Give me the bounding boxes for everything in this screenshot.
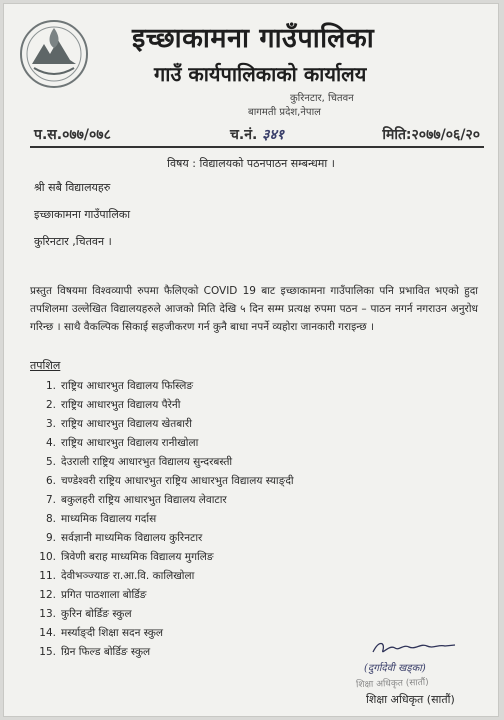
letter-date [382, 125, 480, 144]
list-item [32, 471, 294, 490]
list-item [32, 414, 294, 433]
list-item-number: 8. [45, 512, 56, 525]
letter-date-value: २०७७/०६/२० [411, 127, 480, 143]
office-subtitle: गाउँ कार्यपालिकाको कार्यालय [154, 62, 367, 86]
list-item [32, 623, 294, 642]
list-item-number: 4. [45, 436, 56, 449]
list-item [32, 433, 294, 452]
dispatch-number [230, 125, 284, 144]
reference-number-label: प.स. [34, 127, 63, 143]
list-item-school-name: देउराली राष्ट्रिय आधारभुत विद्यालय सुन्दरबस्ती [61, 455, 233, 468]
official-stamp: शिक्षा अधिकृत (सातौं) [355, 677, 429, 691]
office-province: बागमती प्रदेश,नेपाल [248, 107, 321, 118]
reference-bar [30, 124, 484, 148]
list-item-school-name: सर्वज्ञानी माध्यमिक विद्यालय कुरिनटार [61, 531, 203, 544]
list-item [32, 547, 294, 566]
list-item-school-name: राष्ट्रिय आधारभुत विद्यालय खेतबारी [61, 417, 192, 430]
list-item [32, 642, 294, 661]
list-item-school-name: राष्ट्रिय आधारभुत विद्यालय रानीखोला [61, 436, 199, 449]
list-item-school-name: चण्डेश्वरी राष्ट्रिय आधारभुत राष्ट्रिय आधारभुत विद्यालय स्याङ्दी [61, 474, 294, 487]
list-item-school-name: मर्स्याङ्दी शिक्षा सदन स्कुल [61, 626, 164, 639]
list-heading: तपशिल [30, 359, 61, 372]
list-item-school-name: देवीभञ्ज्याङ रा.आ.वि. कालिखोला [61, 569, 195, 582]
list-item [32, 528, 294, 547]
reference-number [34, 125, 111, 144]
dispatch-number-label: च.नं. [230, 127, 258, 143]
letter-date-label: मिति: [382, 127, 412, 143]
list-item-school-name: बकुलहरी राष्ट्रिय आधारभुत विद्यालय लेवाटार [61, 493, 227, 506]
list-item-school-name: त्रिवेणी बराह माध्यमिक विद्यालय मुगलिङ [61, 550, 214, 563]
dispatch-number-value: ३४१ [262, 127, 285, 143]
reference-number-value: ०७७/०७८ [62, 127, 111, 143]
list-item-number: 11. [39, 569, 56, 582]
recipient-line-1: श्री सबै विद्यालयहरु [34, 181, 111, 194]
list-item-school-name: राष्ट्रिय आधारभुत विद्यालय पैरेनी [61, 398, 181, 411]
list-item [32, 452, 294, 471]
list-item-number: 15. [39, 645, 56, 658]
list-item-number: 1. [45, 379, 56, 392]
list-item-number: 9. [45, 531, 56, 544]
list-item-number: 14. [39, 626, 56, 639]
list-item-school-name: माध्यमिक विद्यालय गर्दास [61, 512, 157, 525]
list-item-school-name: राष्ट्रिय आधारभुत विद्यालय फिस्लिङ [61, 379, 194, 392]
municipality-emblem-icon [18, 18, 90, 90]
signature-mark [369, 638, 459, 658]
recipient-line-3: कुरिनटार ,चितवन । [34, 235, 112, 248]
list-item-number: 2. [45, 398, 56, 411]
list-item-number: 10. [39, 550, 56, 563]
list-item [32, 566, 294, 585]
list-item-school-name: कुरिन बोर्डिङ स्कुल [61, 607, 132, 620]
list-item-number: 6. [45, 474, 56, 487]
list-item [32, 509, 294, 528]
municipality-title: इच्छाकामना गाउँपालिका [132, 23, 375, 54]
list-item-number: 7. [45, 493, 56, 506]
list-item-number: 13. [39, 607, 56, 620]
letter-body: प्रस्तुत विषयमा विश्वव्यापी रुपमा फैलिएको COVID 19 बाट इच्छाकामना गाउँपालिका पनि प्रभावित भएको हुदा तपशिलमा उल्लेखित विद्यालयहरुले आजको मिति देखि ५ दिन सम्म प्रत्यक्ष रुपमा पठन – पाठन नगर्न नगराउन अनुरोध गरिन्छ । साथै वैकल्पिक सिकाई सहजीकरण गर्न कुनै बाधा नपर्ने व्यहोरा जानकारी गराइन्छ । [30, 285, 478, 333]
letter-page [4, 4, 498, 716]
signatory-name: (दुर्गादेवी खड्का) [364, 663, 426, 674]
list-item [32, 585, 294, 604]
school-list [32, 376, 294, 661]
list-item [32, 490, 294, 509]
recipient-line-2: इच्छाकामना गाउँपालिका [34, 208, 131, 221]
signatory-title: शिक्षा अधिकृत (सातौं) [366, 693, 455, 706]
list-item-number: 3. [45, 417, 56, 430]
list-item-number: 12. [39, 588, 56, 601]
list-item [32, 604, 294, 623]
list-item-school-name: प्रगित पाठशाला बोर्डिङ [61, 588, 147, 601]
list-item [32, 376, 294, 395]
list-item [32, 395, 294, 414]
letter-subject: विषय : विद्यालयको पठनपाठन सम्बन्धमा । [167, 157, 335, 170]
office-address: कुरिनटार, चितवन [290, 93, 354, 104]
list-item-number: 5. [45, 455, 56, 468]
list-item-school-name: ग्रिन फिल्ड बोर्डिङ स्कुल [61, 645, 151, 658]
